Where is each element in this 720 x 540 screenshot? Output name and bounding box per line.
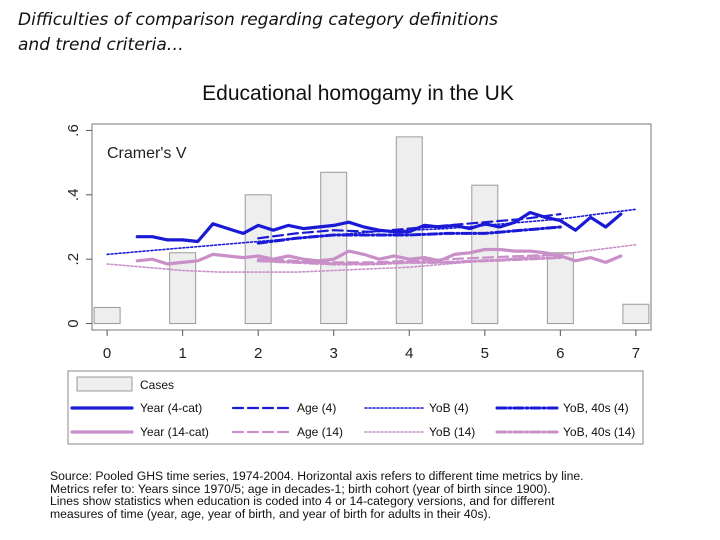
legend-label: Age (4) — [297, 401, 337, 415]
legend-label: YoB (14) — [429, 425, 476, 439]
x-tick-label: 0 — [102, 345, 112, 362]
legend-label: Year (4-cat) — [140, 401, 203, 415]
legend-label: YoB, 40s (4) — [563, 401, 629, 415]
y-tick-label: .2 — [65, 252, 82, 266]
x-tick-label: 5 — [480, 345, 489, 362]
x-tick-label: 1 — [178, 345, 187, 362]
cases-bar — [547, 253, 573, 324]
x-tick-label: 2 — [254, 345, 263, 362]
legend-label-cases: Cases — [140, 378, 175, 392]
cases-bar — [321, 172, 347, 323]
legend-label: Age (14) — [297, 425, 344, 439]
source-note-line: Metrics refer to: Years since 1970/5; age in decades-1; birth cohort (year of birth since 1900). — [50, 481, 551, 496]
cases-bar — [623, 304, 649, 323]
slide-title-line-1: Difficulties of comparison regarding category definitions — [18, 10, 499, 30]
cases-bar — [472, 185, 498, 323]
chart-title: Educational homogamy in the UK — [202, 82, 514, 105]
x-tick-label: 3 — [329, 345, 338, 362]
source-note-line: Lines show statistics when education is coded into 4 or 14-category versions, and for different — [50, 494, 555, 509]
y-tick-label: .4 — [65, 188, 82, 202]
cramers-v-label: Cramer's V — [107, 145, 187, 162]
legend-label: Year (14-cat) — [140, 425, 209, 439]
cases-bar — [94, 307, 120, 323]
y-tick-label: .6 — [65, 124, 82, 137]
legend — [68, 371, 643, 444]
source-note-line: measures of time (year, age, year of birth, and year of birth for adults in their 40s). — [50, 506, 491, 521]
legend-swatch-cases — [77, 377, 132, 391]
source-note — [50, 470, 650, 520]
slide-title-line-2: and trend criteria… — [18, 35, 184, 55]
legend-label: YoB, 40s (14) — [563, 425, 636, 439]
x-tick-label: 6 — [556, 345, 565, 362]
legend-label: YoB (4) — [429, 401, 469, 415]
source-note-line: Source: Pooled GHS time series, 1974-2004. Horizontal axis refers to different time metrics by line. — [50, 469, 584, 483]
y-tick-label: 0 — [65, 319, 82, 328]
x-tick-label: 7 — [631, 345, 641, 362]
x-tick-label: 4 — [405, 345, 414, 362]
